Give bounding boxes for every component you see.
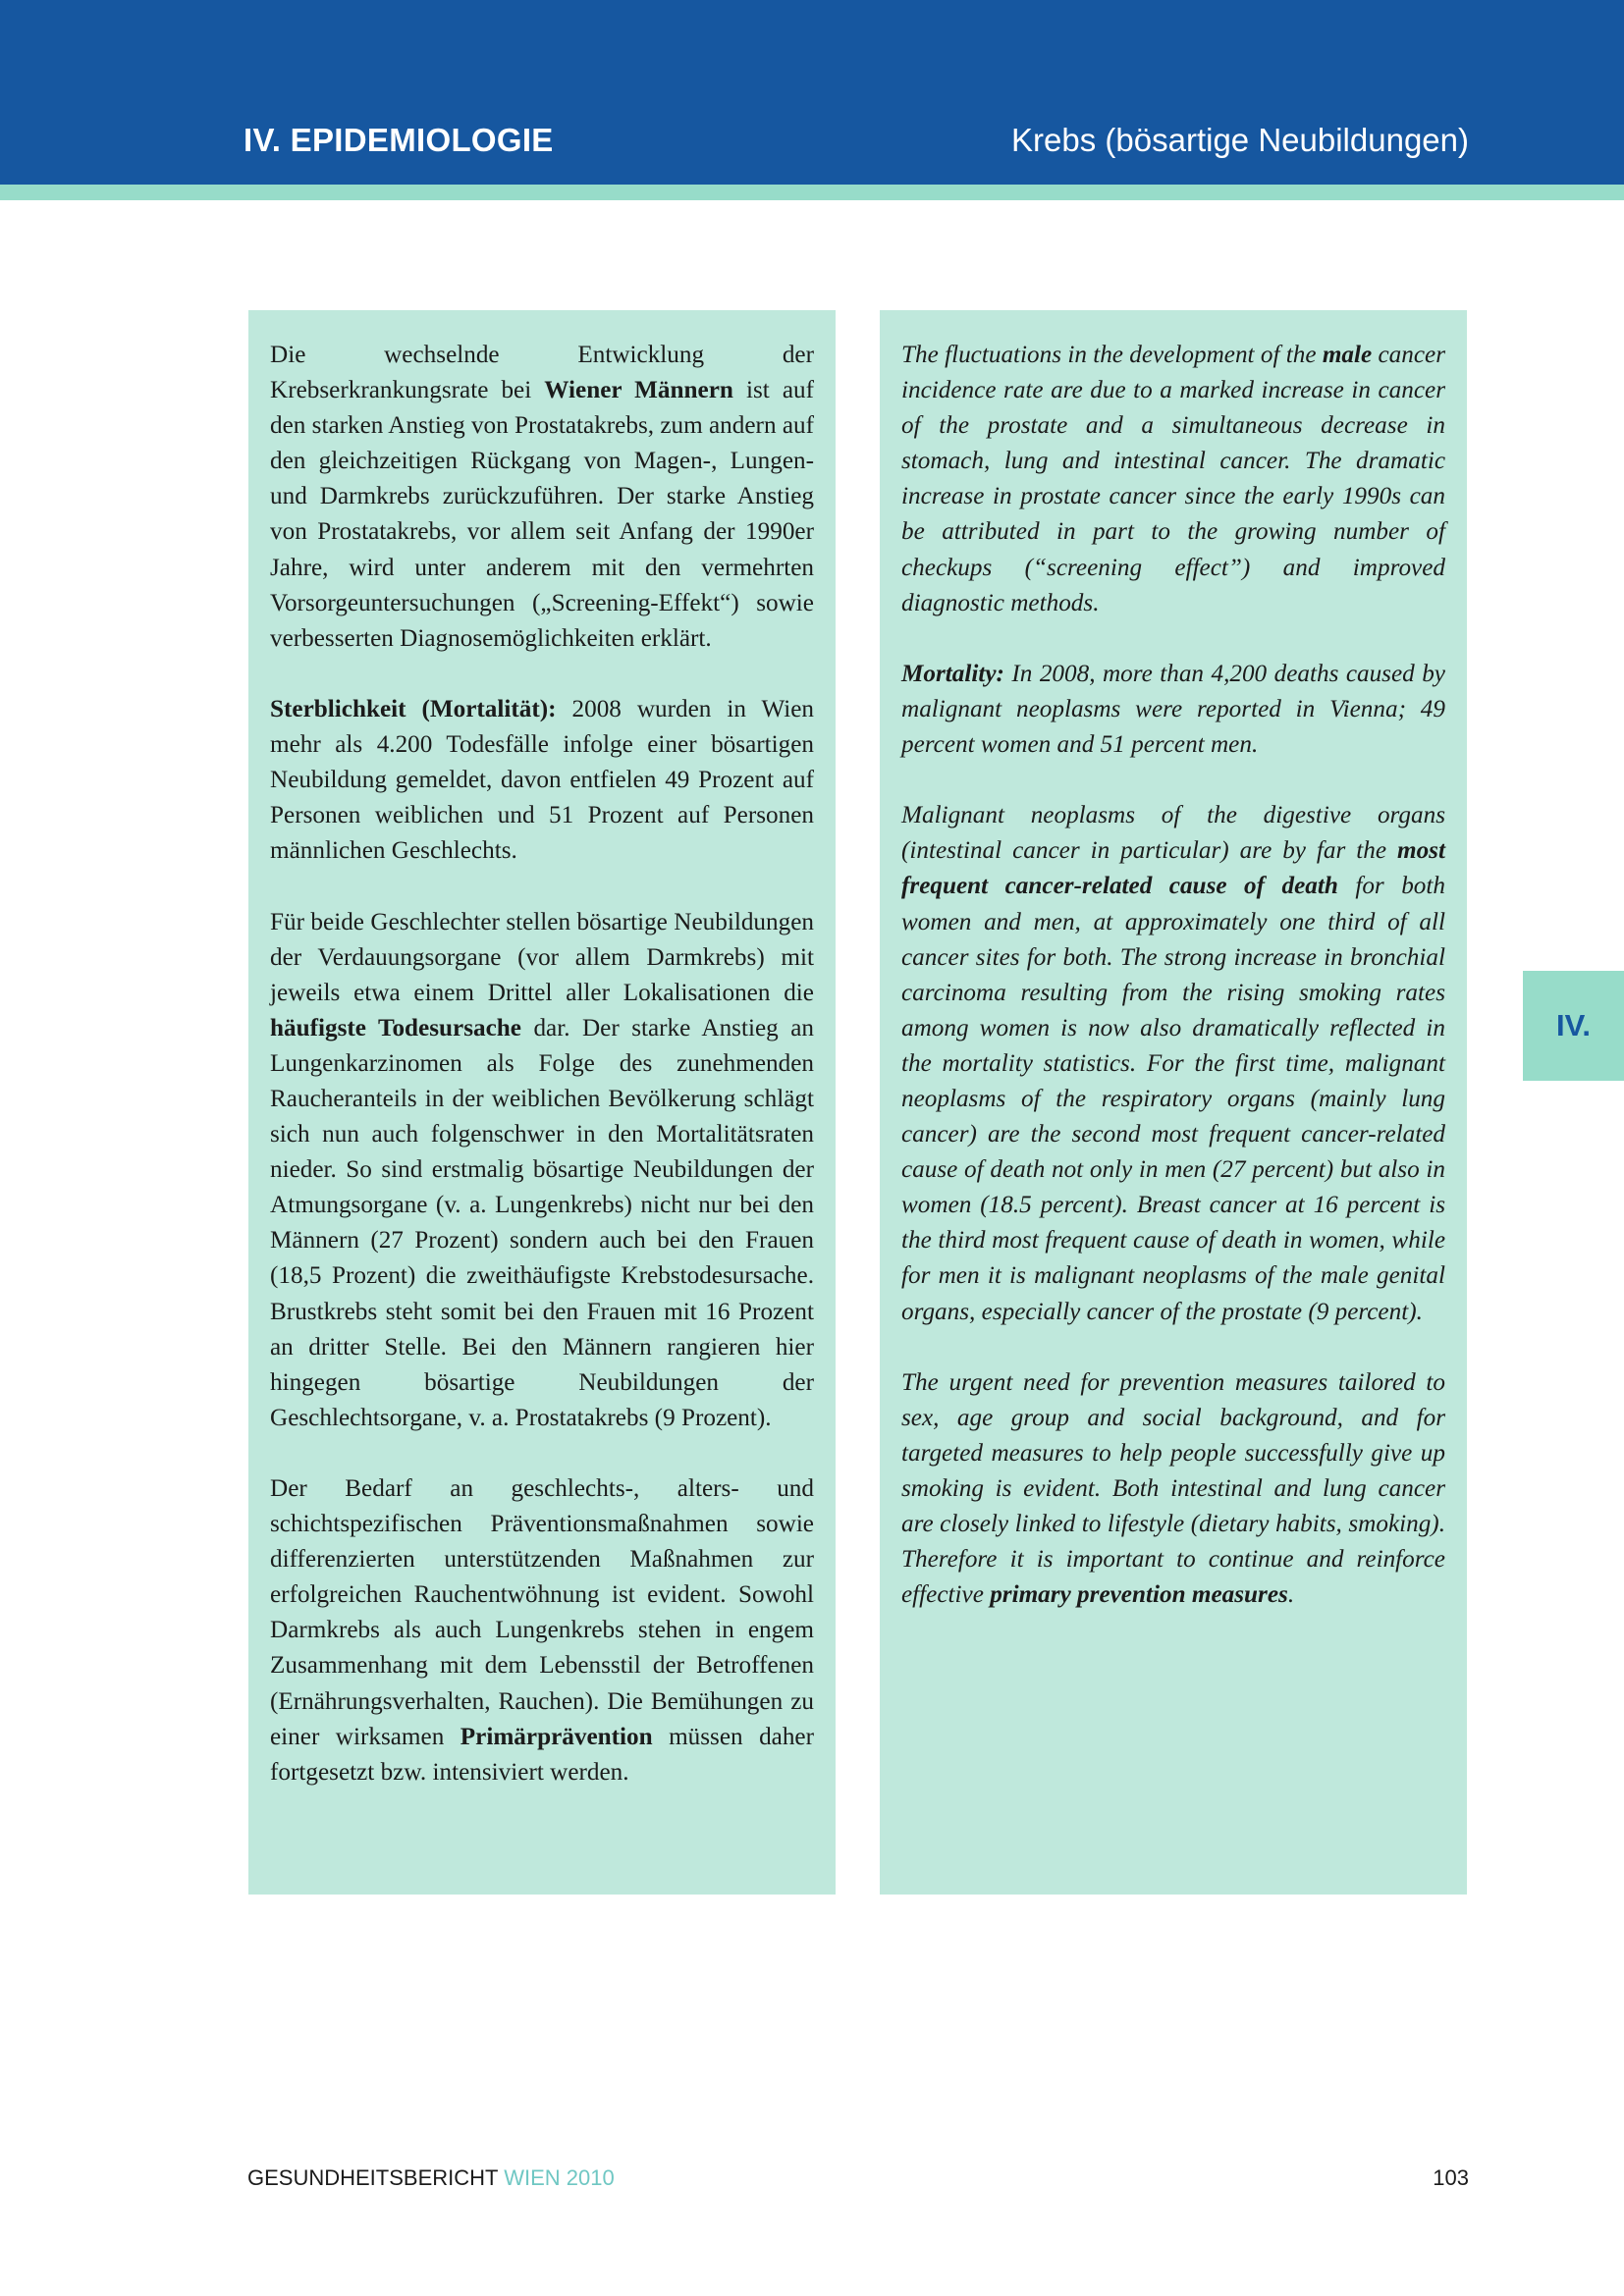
german-paragraph-mortality: Sterblichkeit (Mortalität): 2008 wurden in Wien mehr als 4.200 Todesfälle infolge einer bösartigen Neubildung gemeldet, davon entfielen 49 Prozent auf Personen weiblichen und 51 Prozent auf Personen männlichen Geschlechts. (270, 695, 814, 865)
german-paragraph-causes: Für beide Geschlechter stellen bösartige Neubildungen der Verdauungsorgane (vor allem Darmkrebs) mit jeweils etwa einem Drittel aller Lokalisationen die häufigste Todesursache dar. Der starke Anstieg an Lungenkarzinomen als Folge des zunehmenden Raucheranteils in der weiblichen Bevölkerung schlägt sich nun auch folgenschwer in den Mortalitätsraten nieder. So sind erstmalig bösartige Neubildungen der Atmungsorgane (v. a. Lungenkrebs) nicht nur bei den Männern (27 Prozent) sondern auch bei den Frauen (18,5 Prozent) die zweithäufigste Krebstodesursache. Brustkrebs steht somit bei den Frauen mit 16 Prozent an dritter Stelle. Bei den Männern rangieren hier hingegen bösartige Neubildungen der Geschlechtsorgane, v. a. Prostatakrebs (9 Prozent). (270, 908, 814, 1431)
german-paragraph-prevention: Der Bedarf an geschlechts-, alters- und schichtspezifischen Präventionsmaßnahmen sowie differenzierten unterstützenden Maßnahmen zur erfolgreichen Rauchentwöhnung ist evident. Sowohl Darmkrebs als auch Lungenkrebs stehen in engem Zusammenhang mit dem Lebensstil der Betroffenen (Ernährungsverhalten, Rauchen). Die Bemühungen zu einer wirksamen Primärprävention müssen daher fortgesetzt bzw. intensiviert werden. (270, 1475, 815, 1786)
emphasis: Wiener Männern (544, 377, 733, 404)
emphasis: Primärprävention (460, 1723, 653, 1750)
emphasis: häufigste Todesursache (270, 1014, 521, 1041)
english-paragraph-mortality: Mortality: In 2008, more than 4,200 deaths caused by malignant neoplasms were reported in Vienna; 49 percent women and 51 percent men. (901, 660, 1445, 759)
footer-report-year: WIEN 2010 (504, 2165, 615, 2190)
english-paragraph-incidence: The fluctuations in the development of the male cancer incidence rate are due to a marked increase in cancer of the prostate and a simultaneous decrease in stomach, lung and intestinal cancer. The dramatic increase in prostate cancer since the early 1990s can be attributed in part to the growing number of checkups (“screening effect”) and improved diagnostic methods. (901, 342, 1446, 616)
emphasis: most frequent cancer-related cause of death (901, 837, 1445, 900)
english-text-panel (880, 310, 1467, 1895)
page-header (0, 0, 1624, 185)
english-paragraph-prevention: The urgent need for prevention measures tailored to sex, age group and social background, and for targeted measures to help people successfully give up smoking is evident. Both intestinal and lung cancer are closely linked to lifestyle (dietary habits, smoking). Therefore it is important to continue and reinforce effective primary prevention measures. (901, 1368, 1445, 1609)
emphasis: primary prevention measures (990, 1581, 1288, 1609)
header-stripe (0, 185, 1624, 200)
footer-report-title: GESUNDHEITSBERICHT WIEN 2010 (247, 2165, 615, 2190)
chapter-title: IV. EPIDEMIOLOGIE (244, 122, 554, 158)
chapter-side-tab: IV. (1523, 971, 1624, 1081)
english-paragraph-causes: Malignant neoplasms of the digestive organs (intestinal cancer in particular) are by far the most frequent cancer-related cause of death for both women and men, at approximately one third of all cancer sites for both. The strong increase in bronchial carcinoma resulting from the rising smoking rates among women is now also dramatically reflected in the mortality statistics. For the first time, malignant neoplasms of the respiratory organs (mainly lung cancer) are the second most frequent cancer-related cause of death not only in men (27 percent) but also in women (18.5 percent). Breast cancer at 16 percent is the third most frequent cause of death in women, while for men it is malignant neoplasms of the male genital organs, especially cancer of the prostate (9 percent). (901, 802, 1445, 1325)
emphasis: Sterblichkeit (Mortalität): (270, 695, 557, 722)
topic-title: Krebs (bösartige Neubildungen) (1011, 122, 1469, 158)
german-text-panel (248, 310, 836, 1895)
emphasis: Mortality: (901, 660, 1004, 687)
emphasis: male (1322, 342, 1373, 368)
german-paragraph-incidence: Die wechselnde Entwicklung der Krebserkrankungsrate bei Wiener Männern ist auf den starken Anstieg von Prostatakrebs, zum andern auf den gleichzeitigen Rückgang von Magen-, Lungen- und Darmkrebs zurückzuführen. Der starke Anstieg von Prostatakrebs, vor allem seit Anfang der 1990er Jahre, wird unter anderem mit den vermehrten Vorsorgeuntersuchungen („Screening-Effekt“) sowie verbesserten Diagnosemöglichkeiten erklärt. (270, 342, 814, 652)
page-number: 103 (1433, 2165, 1469, 2190)
